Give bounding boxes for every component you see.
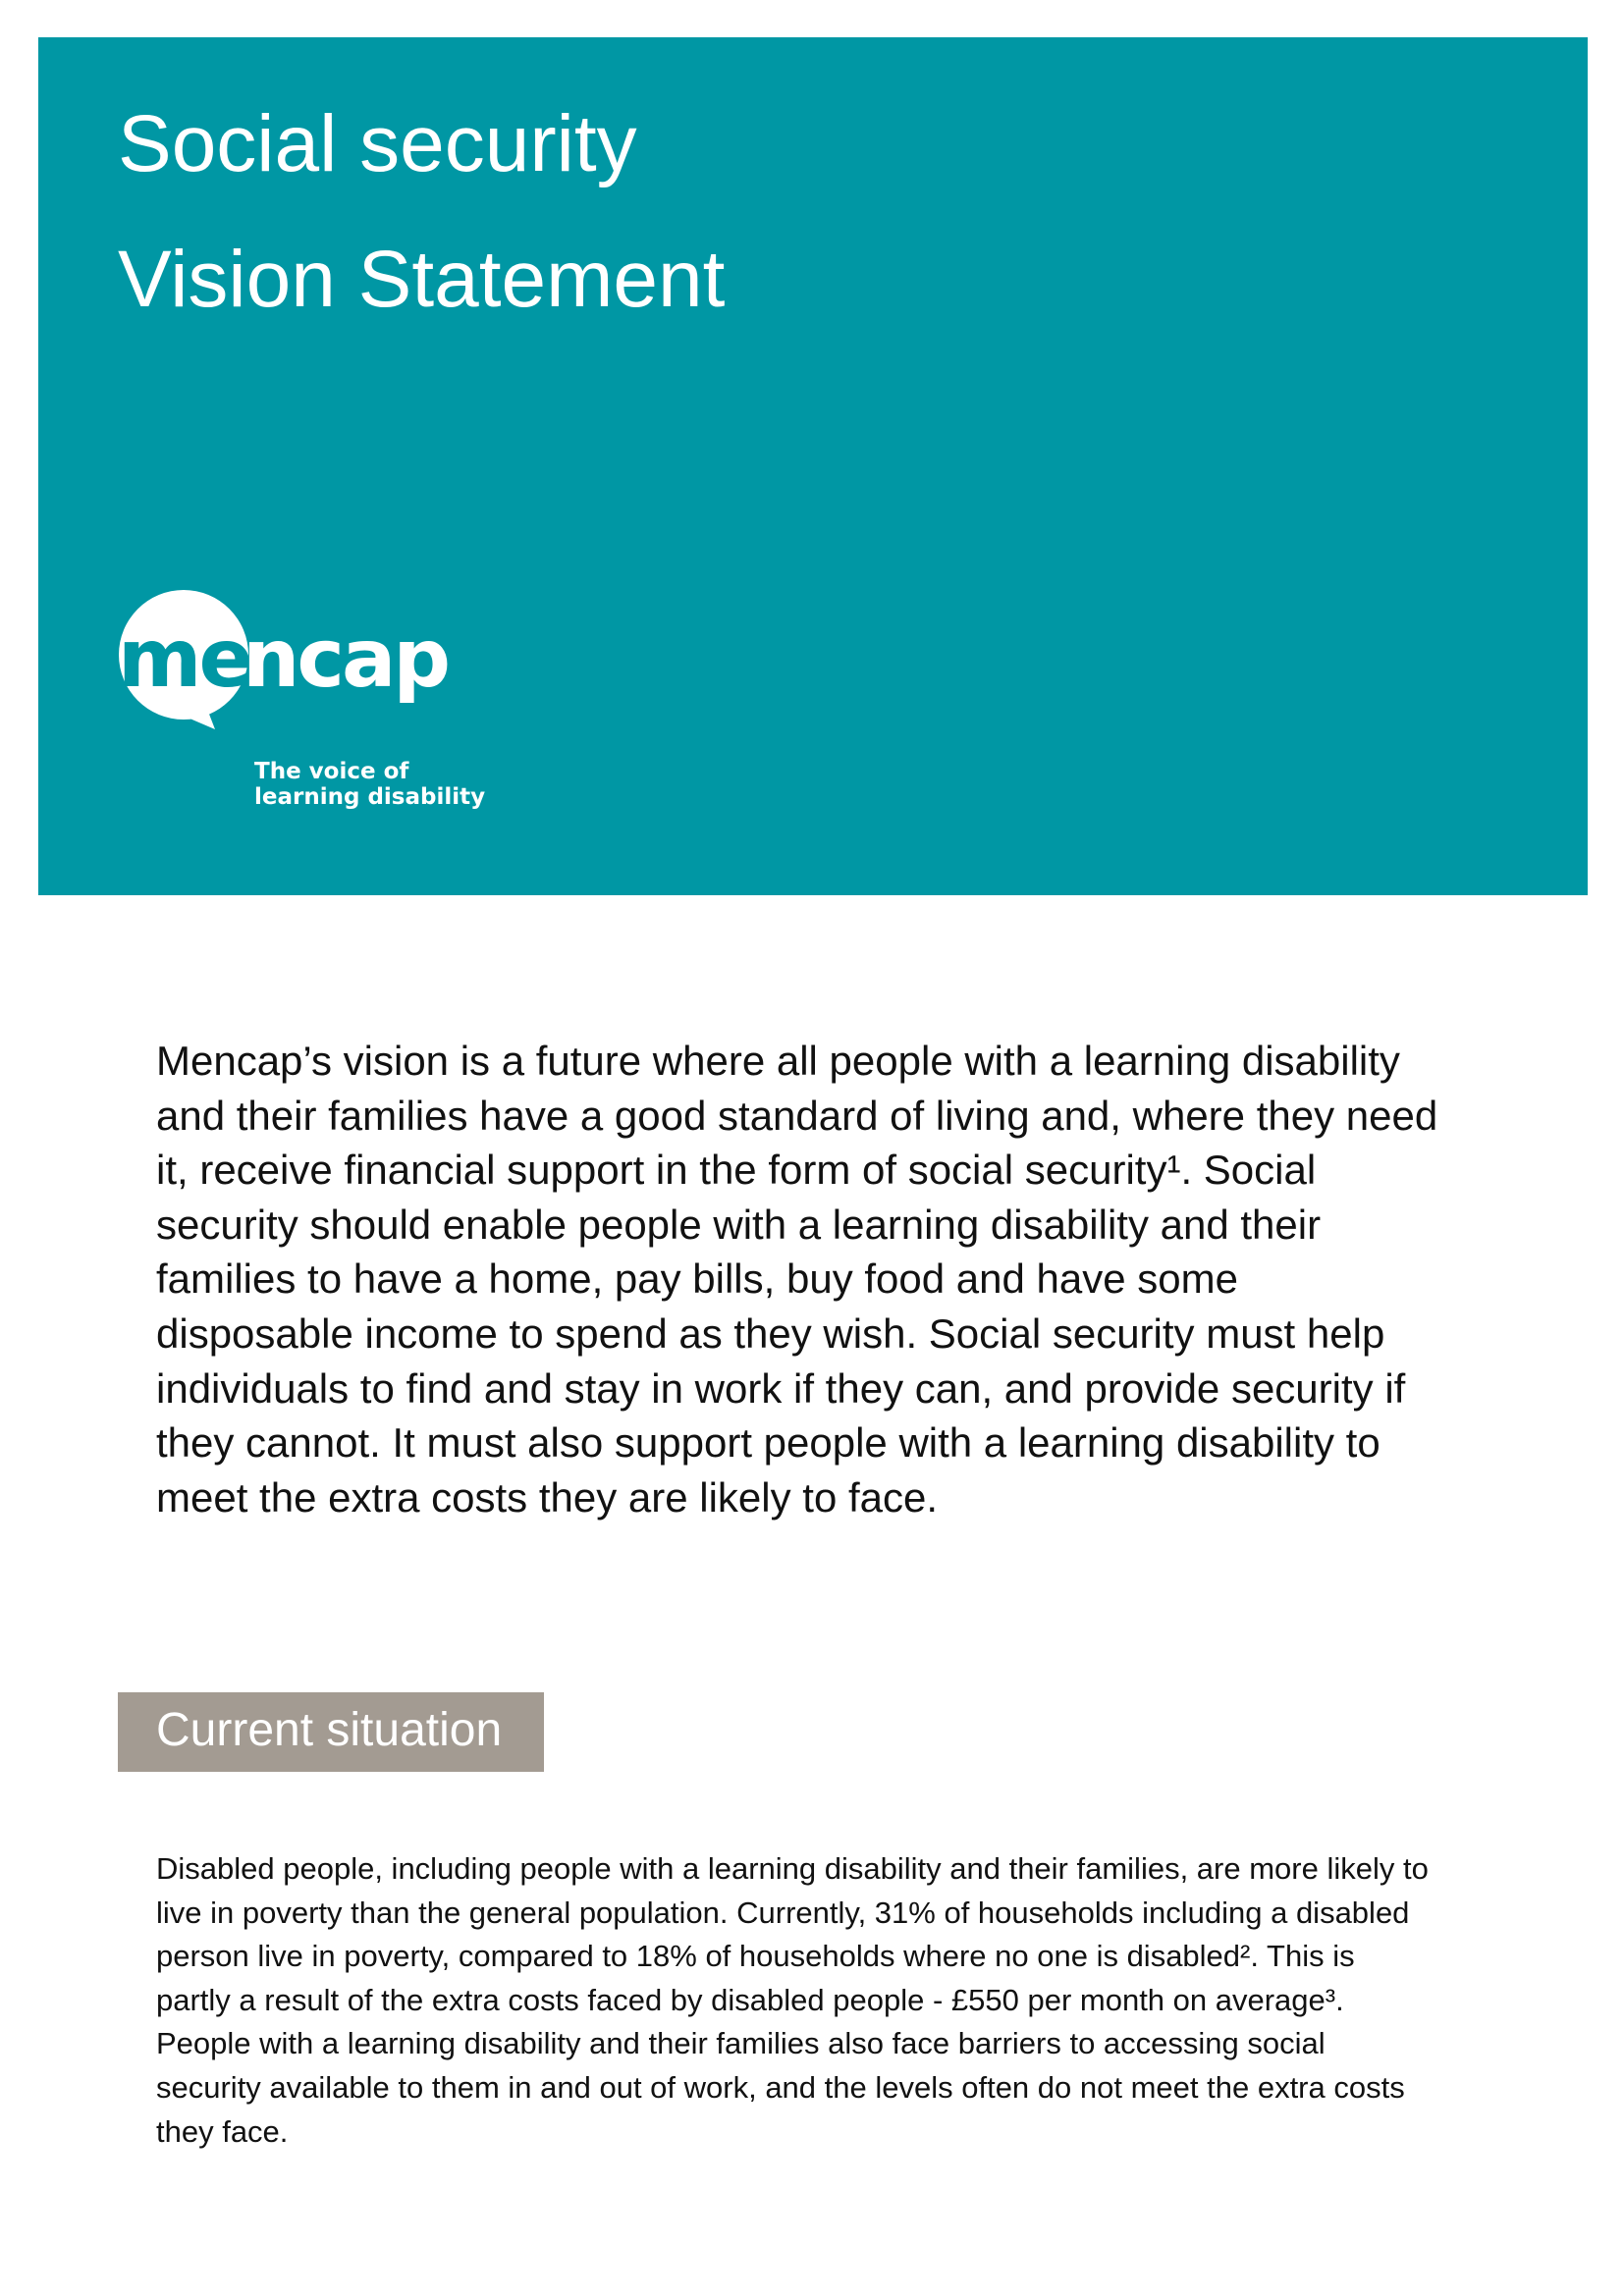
current-situation-heading: Current situation <box>156 1704 503 1756</box>
vision-statement-paragraph: Mencap’s vision is a future where all people with a learning disability and their families have a good standard of living and, where they need it, receive financial support in the form of social security¹. Social security should enable people with a learning disability and their families to have a home, pay bills, buy food and have some disposable income to spend as they wish. Social security must help individuals to find and stay in work if they can, and provide security if they cannot. It must also support people with a learning disability to meet the extra costs they are likely to face. <box>156 1038 1438 1521</box>
logo-tagline-line-2: learning disability <box>254 784 486 810</box>
logo-tagline-line-1: The voice of <box>254 759 409 784</box>
mencap-logo-mark <box>117 584 490 751</box>
logo-wordmark: ncap <box>243 613 449 706</box>
current-situation-heading-box <box>118 1692 544 1772</box>
svg-text:me: me <box>118 613 251 706</box>
current-situation-paragraph: Disabled people, including people with a learning disability and their families, are more likely to live in poverty than the general population. Currently, 31% of households including a disabled person live in poverty, compared to 18% of households where no one is disabled². This is partly a result of the extra costs faced by disabled people - £550 per month on average³. People with a learning disability and their families also face barriers to accessing social security available to them in and out of work, and the levels often do not meet the extra costs they face. <box>156 1851 1429 2149</box>
page-title-line-1: Social security <box>118 99 637 188</box>
mencap-logo <box>117 584 490 829</box>
page-title-line-2: Vision Statement <box>118 235 726 324</box>
